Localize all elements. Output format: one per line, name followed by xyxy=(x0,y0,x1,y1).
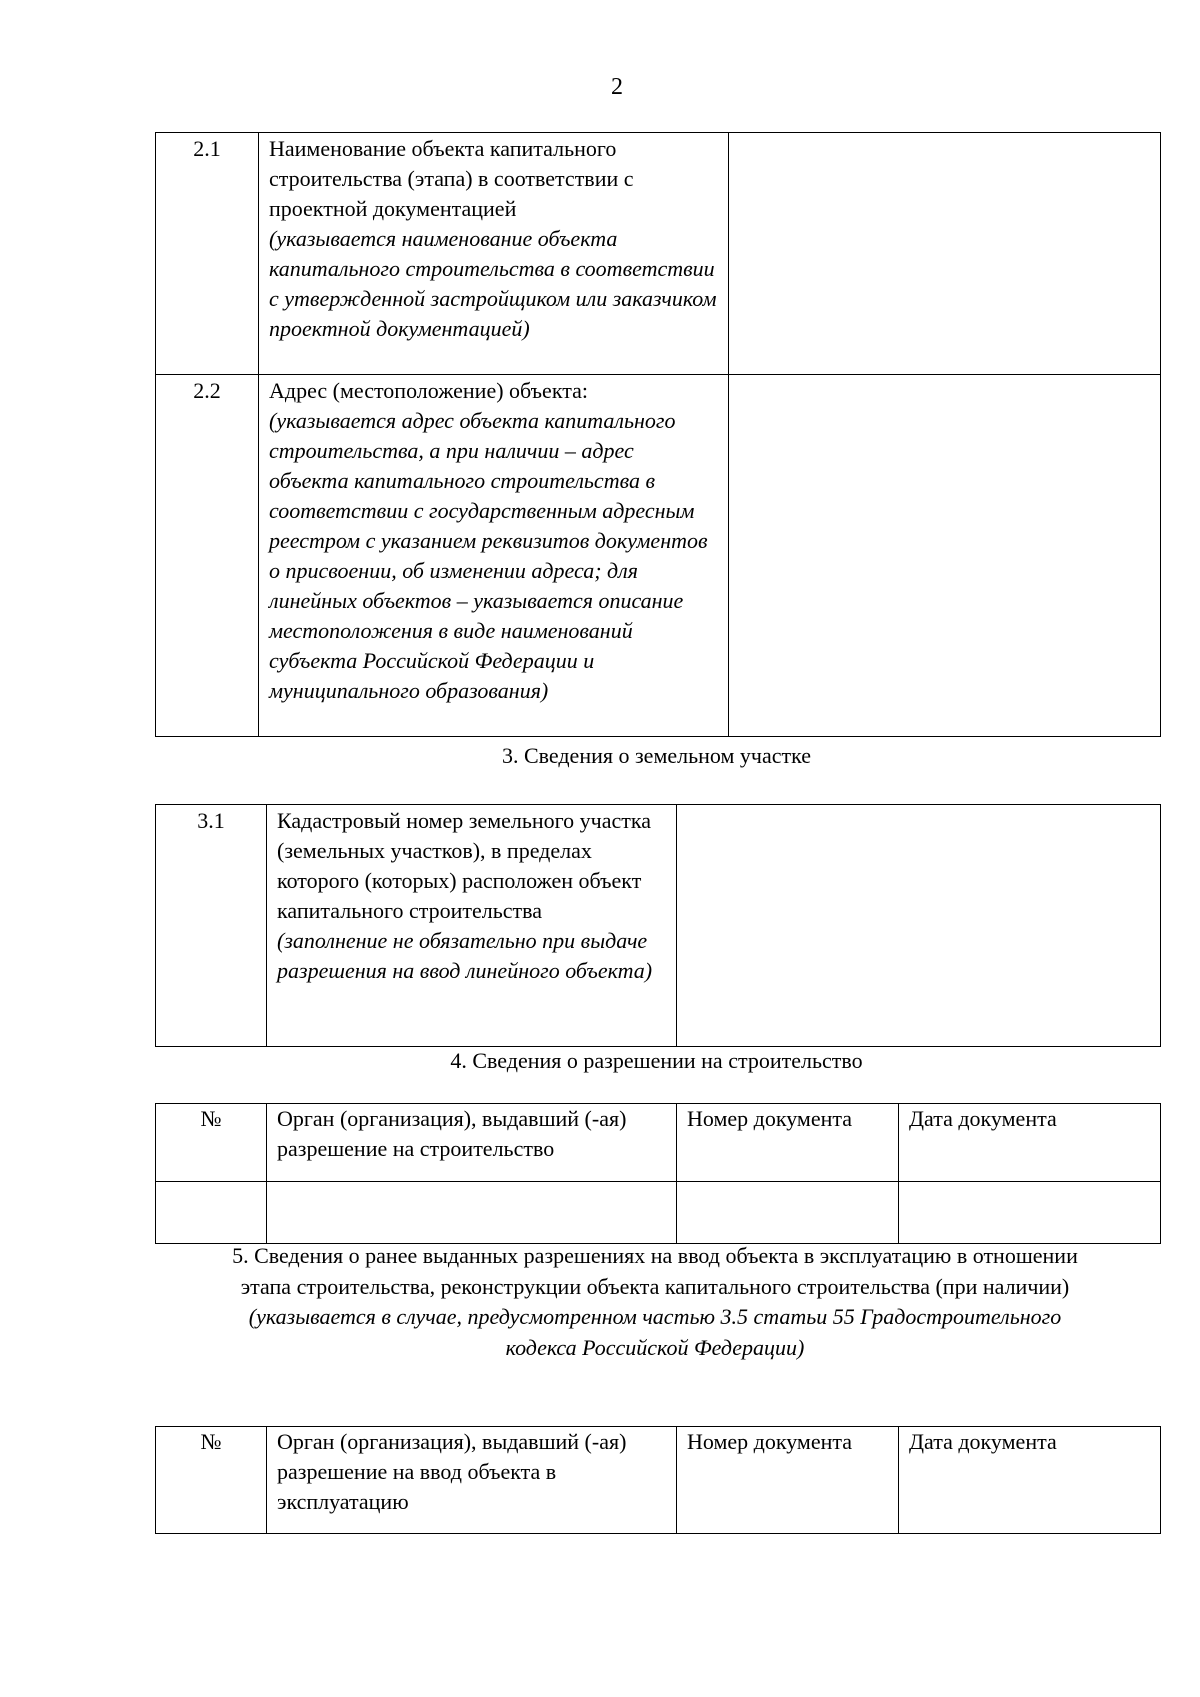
table-row xyxy=(156,1182,1161,1244)
section-5-heading-line: 5. Сведения о ранее выданных разрешениях на ввод объекта в эксплуатацию в отношении xyxy=(232,1243,1078,1268)
column-header-doc-number: Номер документа xyxy=(677,1427,899,1534)
row-label: Наименование объекта капитального строительства (этапа) в соответствии с проектной документацией xyxy=(269,136,634,221)
table-row xyxy=(156,133,1161,375)
row-label: Адрес (местоположение) объекта: xyxy=(269,378,588,403)
row-number: 2.2 xyxy=(156,375,259,737)
row-label-cell xyxy=(259,375,729,737)
section-3-heading: 3. Сведения о земельном участке xyxy=(501,743,812,768)
table-header-row xyxy=(156,1104,1161,1182)
row-note: (указывается адрес объекта капитального строительства, а при наличии – адрес объекта капитального строительства в соответствии с государственным адресным реестром с указанием реквизитов документов о присвоении, об изменении адреса; для линейных объектов – указывается описание местоположения в виде наименований субъекта Российской Федерации и муниципального образования) xyxy=(269,408,708,703)
table-header-row xyxy=(156,1427,1161,1534)
table-row xyxy=(156,805,1161,1047)
column-header-authority: Орган (организация), выдавший (-ая) разрешение на ввод объекта в эксплуатацию xyxy=(267,1427,677,1534)
row-note: (заполнение не обязательно при выдаче разрешения на ввод линейного объекта) xyxy=(277,928,653,983)
previous-permits-table xyxy=(155,1426,1161,1534)
column-header-number: № xyxy=(156,1427,267,1534)
section-5-note-line: кодекса Российской Федерации) xyxy=(505,1334,805,1360)
cadastral-number-value[interactable] xyxy=(677,805,1161,1047)
land-plot-table xyxy=(155,804,1161,1047)
column-header-authority: Орган (организация), выдавший (-ая) разрешение на строительство xyxy=(267,1104,677,1182)
permit-number-cell[interactable] xyxy=(156,1182,267,1244)
row-note: (указывается наименование объекта капитального строительства в соответствии с утвержденной застройщиком или заказчиком проектной документацией) xyxy=(269,226,717,341)
permit-doc-number-cell[interactable] xyxy=(677,1182,899,1244)
permit-doc-date-cell[interactable] xyxy=(899,1182,1161,1244)
section-5-heading xyxy=(155,1241,1155,1363)
column-header-number: № xyxy=(156,1104,267,1182)
row-label-cell xyxy=(267,805,677,1047)
column-header-doc-date: Дата документа xyxy=(899,1104,1161,1182)
section-5-heading-line: этапа строительства, реконструкции объекта капитального строительства (при наличии) xyxy=(240,1273,1070,1299)
section-4-heading: 4. Сведения о разрешении на строительство xyxy=(450,1048,863,1073)
object-info-table xyxy=(155,132,1161,737)
object-name-value[interactable] xyxy=(729,133,1161,375)
permit-authority-cell[interactable] xyxy=(267,1182,677,1244)
page-number: 2 xyxy=(611,74,623,100)
row-label: Кадастровый номер земельного участка (земельных участков), в пределах которого (которых) расположен объект капитального строительства xyxy=(277,808,651,923)
column-header-doc-number: Номер документа xyxy=(677,1104,899,1182)
object-address-value[interactable] xyxy=(729,375,1161,737)
column-header-doc-date: Дата документа xyxy=(899,1427,1161,1534)
building-permit-table xyxy=(155,1103,1161,1244)
section-5-note-line: (указывается в случае, предусмотренном частью 3.5 статьи 55 Градостроительного xyxy=(248,1304,1062,1329)
row-number: 3.1 xyxy=(156,805,267,1047)
table-row xyxy=(156,375,1161,737)
row-number: 2.1 xyxy=(156,133,259,375)
row-label-cell xyxy=(259,133,729,375)
